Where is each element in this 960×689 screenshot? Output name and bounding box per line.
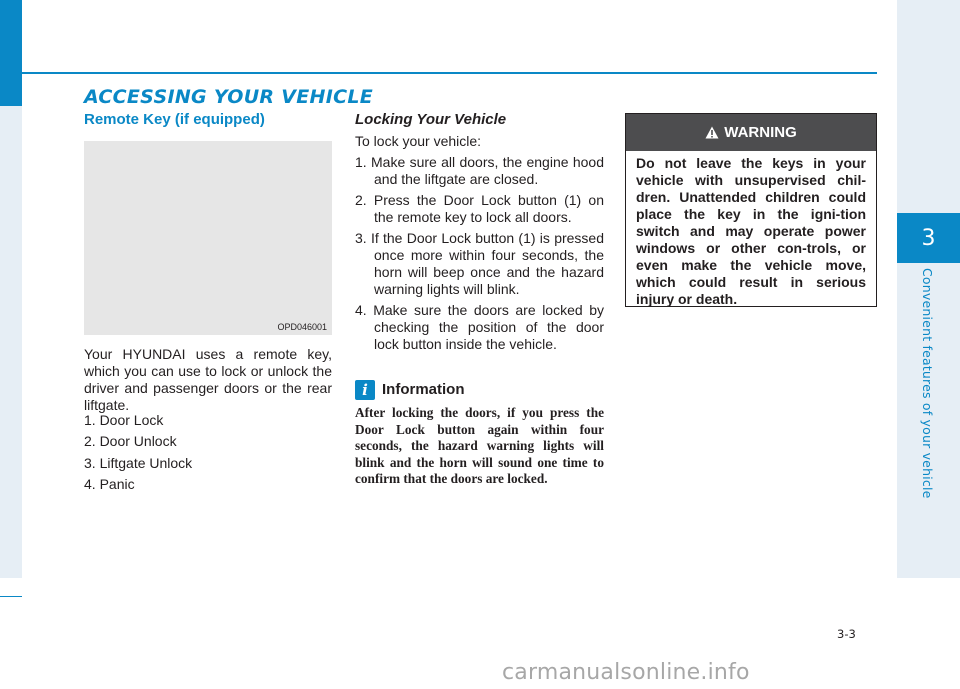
information-title: Information (382, 381, 465, 398)
remote-key-description: Your HYUNDAI uses a remote key, which you can use to lock or unlock the driver and passenger doors or the rear liftgate. (84, 346, 332, 413)
list-item: 2. Door Unlock (84, 433, 177, 450)
figure-code: OPD046001 (277, 322, 327, 332)
step-item: 4. Make sure the doors are locked by checking the position of the door lock button inside the vehicle. (355, 302, 604, 352)
warning-label: WARNING (724, 124, 797, 141)
left-margin-rule (0, 596, 22, 597)
remote-key-figure (84, 141, 332, 335)
list-item: 3. Liftgate Unlock (84, 454, 193, 471)
step-item: 3. If the Door Lock button (1) is pressed once more within four seconds, the horn will beep once and the hazard warning lights will blink. (355, 230, 604, 297)
step-item: 2. Press the Door Lock button (1) on the remote key to lock all doors. (355, 192, 604, 225)
locking-steps (355, 154, 604, 357)
left-accent-bar (0, 0, 22, 106)
list-item: 4. Panic (84, 475, 135, 492)
section-heading: ACCESSING YOUR VEHICLE (84, 86, 374, 108)
information-body: After locking the doors, if you press the Door Lock button again within four seconds, the hazard warning lights will blink and the horn will sound one time to confirm that the doors are locked. (355, 405, 604, 487)
chapter-number-tab[interactable]: 3 (897, 213, 960, 263)
header-rule (22, 72, 877, 74)
locking-intro: To lock your vehicle: (355, 133, 482, 149)
info-icon: i (355, 380, 375, 400)
locking-title: Locking Your Vehicle (355, 111, 507, 128)
remote-key-title: Remote Key (if equipped) (84, 111, 265, 128)
page-number: 3-3 (837, 627, 856, 641)
warning-box (625, 113, 877, 307)
chapter-title: Convenient features of your vehicle (920, 268, 935, 499)
warning-text: Do not leave the keys in your vehicle with unsupervised chil-dren. Unattended children could place the key in the igni-tion switch and may operate power windows or other con-trols, or even make the vehicle move, which could result in serious injury or death. (636, 155, 866, 307)
step-item: 1. Make sure all doors, the engine hood and the liftgate are closed. (355, 154, 604, 187)
warning-header (626, 114, 876, 151)
remote-key-button-list (84, 412, 332, 497)
warning-triangle-icon (705, 126, 719, 139)
watermark[interactable]: carmanualsonline.info (502, 660, 750, 685)
list-item: 1. Door Lock (84, 412, 164, 428)
